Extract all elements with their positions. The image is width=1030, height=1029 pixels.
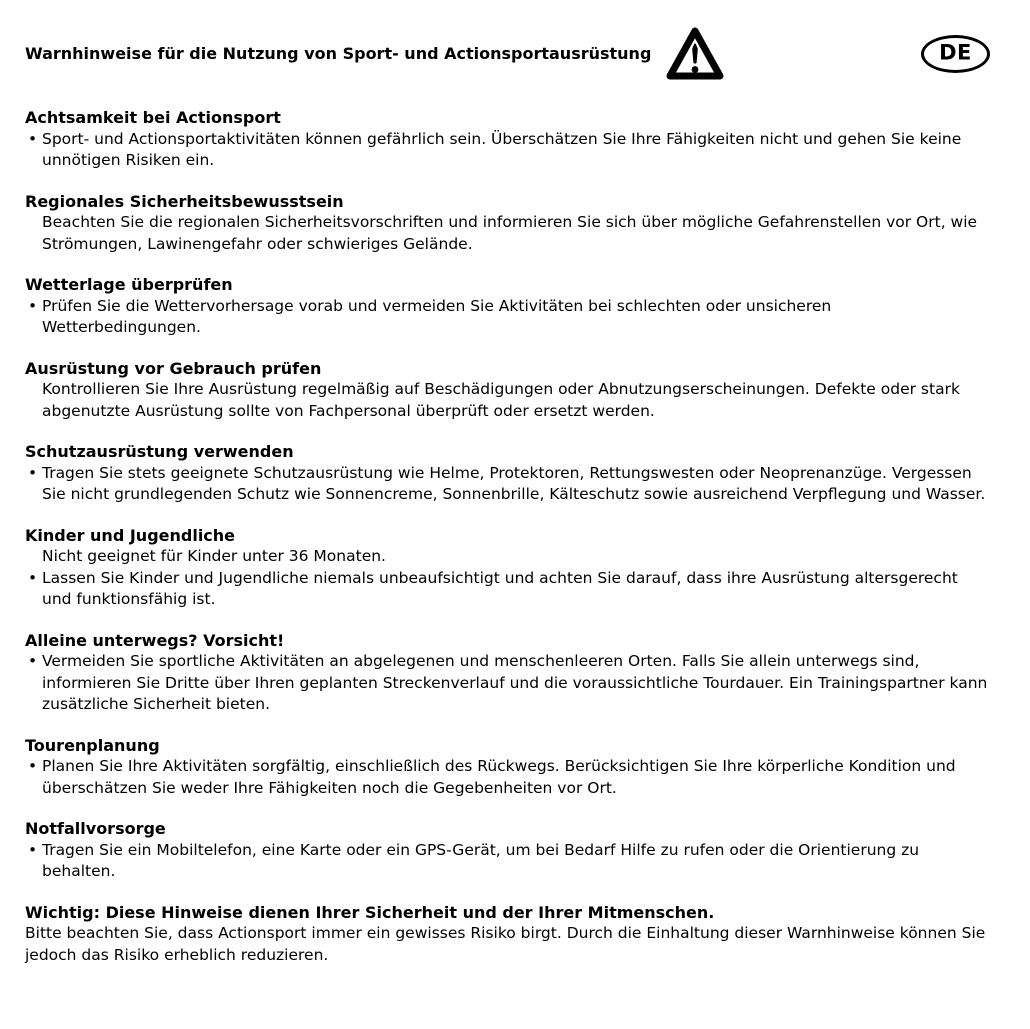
section-schutzausruestung bbox=[25, 441, 990, 506]
section-notfallvorsorge bbox=[25, 818, 990, 883]
list-item-text: Tragen Sie ein Mobiltelefon, eine Karte oder ein GPS-Gerät, um bei Bedarf Hilfe zu rufen oder die Orientierung zu behalten. bbox=[42, 840, 920, 880]
section-wetterlage bbox=[25, 274, 990, 339]
bullet-marker: • bbox=[28, 568, 38, 587]
list-item-text: Beachten Sie die regionalen Sicherheitsvorschriften und informieren Sie sich über mögliche Gefahrenstellen vor Ort, wie Strömungen, Lawinengefahr oder schwieriges Gelände. bbox=[42, 213, 978, 253]
section-heading: Schutzausrüstung verwenden bbox=[25, 442, 294, 461]
footer-note bbox=[25, 902, 990, 967]
page-title: Warnhinweise für die Nutzung von Sport- und Actionsportausrüstung bbox=[25, 44, 652, 64]
list-item-text: Sport- und Actionsportaktivitäten können gefährlich sein. Überschätzen Sie Ihre Fähigkeiten nicht und gehen Sie keine unnötigen Risiken ein. bbox=[42, 129, 962, 169]
section-heading: Tourenplanung bbox=[25, 735, 160, 755]
list-item-text: Lassen Sie Kinder und Jugendliche niemals unbeaufsichtigt und achten Sie darauf, dass ihre Ausrüstung altersgerecht und funktionsfähig ist. bbox=[42, 568, 958, 608]
footer-text: Bitte beachten Sie, dass Actionsport immer ein gewisses Risiko birgt. Durch die Einhaltung dieser Warnhinweise können Sie jedoch das Risiko erheblich reduzieren. bbox=[25, 924, 986, 964]
bullet-marker: • bbox=[28, 296, 38, 315]
bullet-marker: • bbox=[28, 129, 38, 148]
language-badge bbox=[921, 35, 990, 73]
section-achtsamkeit bbox=[25, 107, 990, 172]
list-item bbox=[25, 546, 990, 568]
page-header bbox=[25, 25, 990, 83]
bullet-marker: • bbox=[28, 463, 38, 482]
section-regionales bbox=[25, 191, 990, 256]
list-item bbox=[25, 129, 990, 172]
list-item-text: Prüfen Sie die Wettervorhersage vorab und vermeiden Sie Aktivitäten bei schlechten oder unsicheren Wetterbedingungen. bbox=[42, 296, 832, 336]
section-heading: Wetterlage überprüfen bbox=[25, 275, 233, 294]
language-badge-label: DE bbox=[939, 40, 972, 65]
list-item bbox=[25, 379, 990, 422]
list-item-text: Planen Sie Ihre Aktivitäten sorgfältig, einschließlich des Rückwegs. Berücksichtigen Sie Ihre körperliche Kondition und überschätzen Sie weder Ihre Fähigkeiten noch die Gegebenheiten vor Ort. bbox=[42, 757, 956, 797]
footer-important-line: Wichtig: Diese Hinweise dienen Ihrer Sicherheit und der Ihrer Mitmenschen. bbox=[25, 902, 715, 922]
section-kinder bbox=[25, 525, 990, 611]
section-heading: Ausrüstung vor Gebrauch prüfen bbox=[25, 358, 322, 378]
section-heading: Achtsamkeit bei Actionsport bbox=[25, 108, 281, 127]
bullet-marker: • bbox=[28, 652, 38, 670]
section-alleine-unterwegs bbox=[25, 630, 990, 716]
list-item bbox=[25, 651, 990, 716]
bullet-marker: • bbox=[28, 840, 38, 859]
list-item bbox=[25, 296, 990, 339]
list-item-text: Nicht geeignet für Kinder unter 36 Monaten. bbox=[42, 547, 386, 565]
list-item bbox=[25, 463, 990, 506]
section-heading: Alleine unterwegs? Vorsicht! bbox=[25, 630, 285, 650]
section-heading: Regionales Sicherheitsbewusstsein bbox=[25, 191, 344, 211]
section-ausruestung bbox=[25, 358, 990, 423]
warning-triangle-icon bbox=[665, 25, 725, 83]
list-item bbox=[25, 840, 990, 883]
list-item-text: Kontrollieren Sie Ihre Ausrüstung regelmäßig auf Beschädigungen oder Abnutzungserscheinungen. Defekte oder stark abgenutzte Ausrüstung sollte von Fachpersonal überprüft oder ersetzt werden. bbox=[42, 380, 960, 420]
list-item-text: Vermeiden Sie sportliche Aktivitäten an abgelegenen und menschenleeren Orten. Falls Sie allein unterwegs sind, informieren Sie Dritte über Ihren geplanten Streckenverlauf und die voraussichtliche Tourdauer. Ein Trainingspartner kann zusätzliche Sicherheit bieten. bbox=[42, 652, 988, 713]
bullet-marker: • bbox=[28, 757, 38, 775]
section-heading: Notfallvorsorge bbox=[25, 819, 166, 838]
section-heading: Kinder und Jugendliche bbox=[25, 525, 236, 545]
section-tourenplanung bbox=[25, 735, 990, 800]
list-item bbox=[25, 756, 990, 799]
list-item-text: Tragen Sie stets geeignete Schutzausrüstung wie Helme, Protektoren, Rettungswesten oder Neoprenanzüge. Vergessen Sie nicht grundlegenden Schutz wie Sonnencreme, Sonnenbrille, Kälteschutz sowie ausreichend Verpflegung und Wasser. bbox=[42, 463, 986, 503]
list-item bbox=[25, 568, 990, 611]
list-item bbox=[25, 212, 990, 255]
